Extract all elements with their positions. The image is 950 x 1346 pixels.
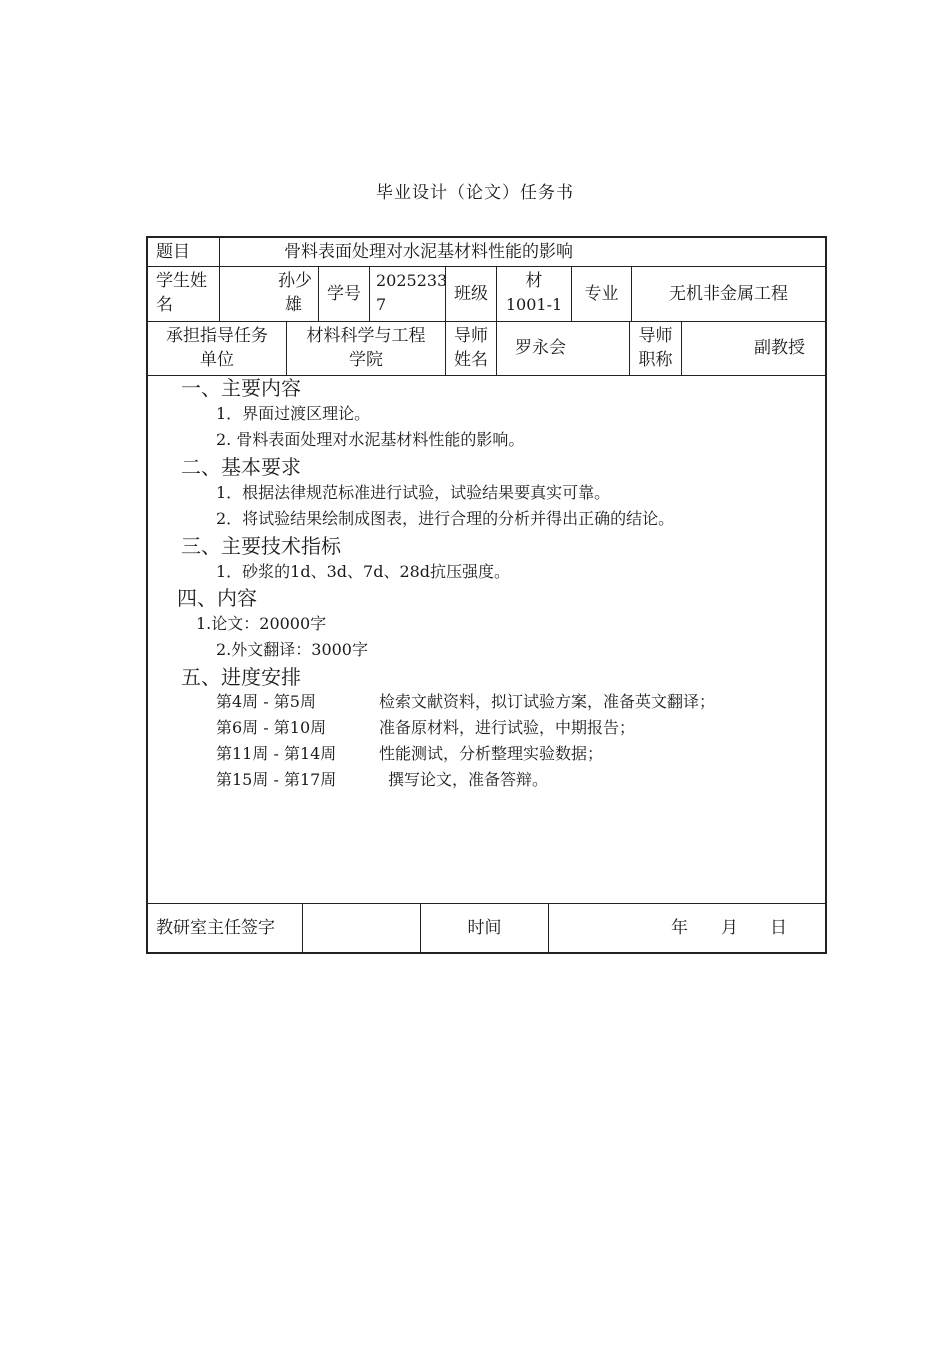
- unit-label-line1: 承担指导任务: [166, 326, 268, 346]
- advisor-row: [148, 321, 825, 376]
- section-main-content-item-1: 1．界面过渡区理论。: [216, 404, 371, 423]
- section-requirements: 二、基本要求: [181, 455, 301, 479]
- section-tech-indicators: 三、主要技术指标: [181, 534, 341, 558]
- unit-value: [287, 321, 446, 375]
- section-main-content-item-2: 2. 骨料表面处理对水泥基材料性能的影响。: [216, 430, 525, 449]
- major-value: 无机非金属工程: [669, 283, 788, 304]
- schedule-task: 准备原材料，进行试验，中期报告；: [379, 718, 636, 737]
- schedule-weeks: 第11周 - 第14周: [216, 744, 337, 763]
- time-label: 时间: [421, 903, 549, 952]
- section-tech-indicators-item-1: 1．砂浆的1d、3d、7d、28d抗压强度。: [216, 562, 511, 581]
- task-content: [148, 375, 825, 904]
- student-name-line2: 雄: [285, 295, 302, 315]
- student-id-line1: 2025233: [376, 271, 448, 290]
- unit-value-line2: 学院: [349, 350, 383, 370]
- schedule-weeks: 第6周 - 第10周: [216, 718, 327, 737]
- director-signature-field[interactable]: [303, 903, 421, 952]
- schedule-task: 撰写论文，准备答辩。: [388, 770, 549, 789]
- advisor-title-label: [630, 321, 682, 375]
- year-label: 年: [671, 917, 688, 938]
- section-contents-item-1: 1.论文：20000字: [196, 614, 327, 633]
- advisor-name-value: 罗永会: [497, 321, 630, 375]
- director-signature-label: 教研室主任签字: [148, 903, 303, 952]
- section-requirements-item-2: 2．将试验结果绘制成图表，进行合理的分析并得出正确的结论。: [216, 509, 675, 528]
- advisor-title-label-line1: 导师: [638, 326, 673, 346]
- class-value: [497, 266, 572, 321]
- date-field[interactable]: [549, 903, 825, 952]
- student-name-label-line2: 名: [156, 295, 173, 315]
- section-schedule: 五、进度安排: [181, 665, 301, 689]
- topic-row: [148, 238, 825, 267]
- section-contents: 四、内容: [177, 586, 257, 610]
- class-value-line2: 1001-1: [505, 295, 563, 314]
- student-name-line1: 孙少: [278, 271, 312, 291]
- advisor-name-label-line2: 姓名: [454, 350, 488, 370]
- advisor-title-label-line2: 职称: [638, 350, 673, 370]
- schedule-weeks: 第15周 - 第17周: [216, 770, 337, 789]
- schedule-weeks: 第4周 - 第5周: [216, 692, 316, 711]
- major-label: 专业: [572, 266, 632, 321]
- section-main-content: 一、主要内容: [181, 376, 301, 400]
- signature-row: [148, 903, 825, 952]
- student-id-label: 学号: [319, 266, 370, 321]
- advisor-title-value: 副教授: [754, 338, 805, 358]
- student-row: [148, 266, 825, 322]
- task-form: [146, 236, 827, 954]
- class-label: 班级: [446, 266, 497, 321]
- student-name-label: [148, 266, 220, 321]
- student-name-label-line1: 学生姓: [156, 271, 207, 291]
- advisor-name-label-line1: 导师: [454, 326, 488, 346]
- unit-label: [148, 321, 287, 375]
- day-label: 日: [770, 917, 787, 938]
- unit-value-line1: 材料科学与工程: [306, 326, 426, 346]
- month-label: 月: [721, 917, 738, 938]
- topic-value: 骨料表面处理对水泥基材料性能的影响: [284, 242, 573, 262]
- section-contents-item-2: 2.外文翻译：3000字: [216, 640, 368, 659]
- document-title: 毕业设计（论文）任务书: [376, 183, 574, 203]
- student-name-value: [220, 266, 319, 321]
- schedule-task: 检索文献资料，拟订试验方案，准备英文翻译；: [379, 692, 716, 711]
- student-id-line2: 7: [376, 295, 387, 314]
- unit-label-line2: 单位: [200, 350, 234, 370]
- student-id-value: [370, 266, 446, 321]
- advisor-name-label: [446, 321, 497, 375]
- class-value-line1: 材: [525, 271, 543, 291]
- topic-label: 题目: [148, 238, 220, 266]
- schedule-task: 性能测试，分析整理实验数据；: [379, 744, 604, 763]
- section-requirements-item-1: 1．根据法律规范标准进行试验，试验结果要真实可靠。: [216, 483, 611, 502]
